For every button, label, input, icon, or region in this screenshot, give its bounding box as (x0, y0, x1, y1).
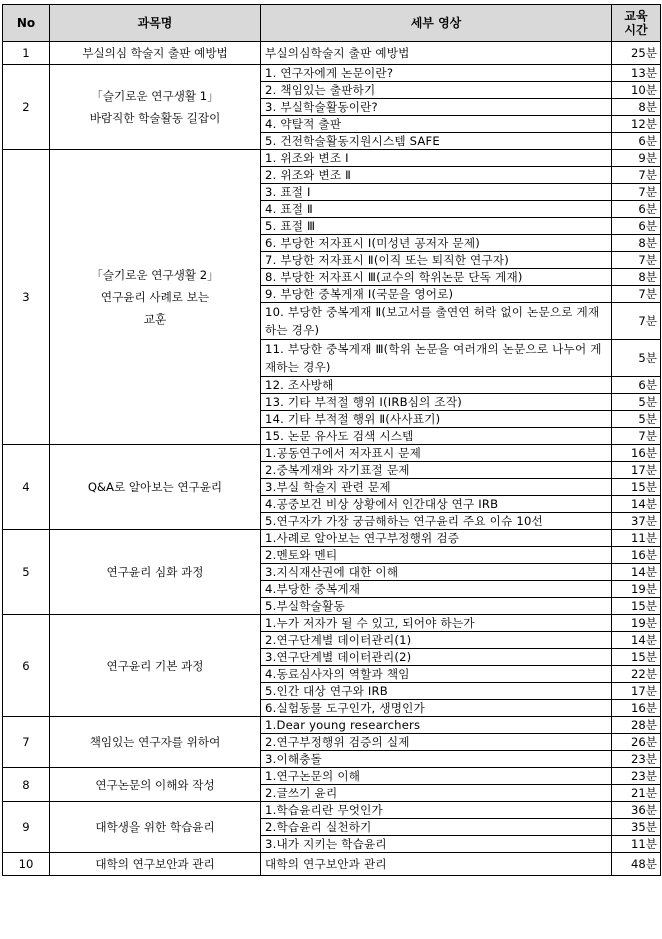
video-title: 4.부당한 중복게재 (261, 581, 612, 598)
course-name-line: 연구윤리 기본 과정 (106, 658, 204, 673)
video-duration: 23분 (612, 751, 661, 768)
video-duration: 25분 (612, 42, 661, 65)
course-name (50, 445, 261, 530)
course-number: 4 (3, 445, 50, 530)
video-title: 1.학습윤리란 무엇인가 (261, 802, 612, 819)
course-number: 5 (3, 530, 50, 615)
table-header (3, 5, 661, 42)
video-duration: 28분 (612, 717, 661, 734)
video-title: 4. 표절 Ⅱ (261, 201, 612, 218)
video-title: 1.사례로 알아보는 연구부정행위 검증 (261, 530, 612, 547)
video-title: 2.글쓰기 윤리 (261, 785, 612, 802)
video-duration: 15분 (612, 598, 661, 615)
video-title: 3.내가 지키는 학습윤리 (261, 836, 612, 853)
video-duration: 6분 (612, 218, 661, 235)
header-time-line1: 교육 (624, 9, 648, 23)
video-duration: 11분 (612, 836, 661, 853)
video-duration: 5분 (612, 340, 661, 377)
header-time (612, 5, 661, 42)
video-title: 3.지식재산권에 대한 이해 (261, 564, 612, 581)
course-name-line: 연구논문의 이해와 작성 (95, 777, 215, 792)
video-duration: 13분 (612, 65, 661, 82)
video-duration: 15분 (612, 649, 661, 666)
table-row (3, 717, 661, 734)
video-title: 2.연구부정행위 검증의 실제 (261, 734, 612, 751)
video-duration: 22분 (612, 666, 661, 683)
video-title: 1.연구논문의 이해 (261, 768, 612, 785)
video-title: 3. 표절 Ⅰ (261, 184, 612, 201)
video-duration: 36분 (612, 802, 661, 819)
video-title: 7. 부당한 저자표시 Ⅱ(이직 또는 퇴직한 연구자) (261, 252, 612, 269)
video-title: 2.학습윤리 실천하기 (261, 819, 612, 836)
course-name (50, 768, 261, 802)
course-number: 8 (3, 768, 50, 802)
video-duration: 15분 (612, 479, 661, 496)
video-duration: 21분 (612, 785, 661, 802)
video-duration: 6분 (612, 201, 661, 218)
course-name-line: 「슬기로운 연구생활 1」 (91, 89, 219, 103)
video-title: 14. 기타 부적절 행위 Ⅱ(사사표기) (261, 411, 612, 428)
video-duration: 14분 (612, 632, 661, 649)
course-number: 9 (3, 802, 50, 853)
video-duration: 7분 (612, 252, 661, 269)
course-table (2, 4, 661, 876)
video-title: 3.이해충돌 (261, 751, 612, 768)
video-title: 5. 건전학술활동지원시스템 SAFE (261, 133, 612, 150)
course-name-line: 바람직한 학술활동 길잡이 (89, 111, 221, 125)
video-duration: 8분 (612, 269, 661, 286)
header-no: No (3, 5, 50, 42)
video-duration: 7분 (612, 286, 661, 303)
video-title: 2.멘토와 멘티 (261, 547, 612, 564)
video-title: 2. 위조와 변조 Ⅱ (261, 167, 612, 184)
header-course: 과목명 (50, 5, 261, 42)
video-title: 4. 약탈적 출판 (261, 116, 612, 133)
video-title: 1.공동연구에서 저자표시 문제 (261, 445, 612, 462)
table-row (3, 42, 661, 65)
video-title: 5. 표절 Ⅲ (261, 218, 612, 235)
video-duration: 23분 (612, 768, 661, 785)
video-title: 9. 부당한 중복게재 Ⅰ(국문을 영어로) (261, 286, 612, 303)
table-row (3, 853, 661, 876)
course-name-line: 교훈 (143, 312, 167, 326)
table-body (3, 42, 661, 876)
video-title: 5.부실학술활동 (261, 598, 612, 615)
course-number: 7 (3, 717, 50, 768)
video-duration: 6분 (612, 133, 661, 150)
video-duration: 8분 (612, 99, 661, 116)
table-row (3, 530, 661, 547)
video-title: 부실의심학술지 출판 예방법 (261, 42, 612, 65)
header-video: 세부 영상 (261, 5, 612, 42)
table-row (3, 768, 661, 785)
video-duration: 7분 (612, 428, 661, 445)
video-duration: 7분 (612, 184, 661, 201)
video-duration: 9분 (612, 150, 661, 167)
video-duration: 19분 (612, 615, 661, 632)
video-duration: 14분 (612, 564, 661, 581)
table-row (3, 150, 661, 167)
video-title: 6. 부당한 저자표시 Ⅰ(미성년 공저자 문제) (261, 235, 612, 252)
video-duration: 16분 (612, 700, 661, 717)
course-number: 6 (3, 615, 50, 717)
video-title: 15. 논문 유사도 검색 시스템 (261, 428, 612, 445)
video-duration: 5분 (612, 411, 661, 428)
course-name (50, 150, 261, 445)
video-title: 8. 부당한 저자표시 Ⅲ(교수의 학위논문 단독 게재) (261, 269, 612, 286)
video-title: 12. 조사방해 (261, 377, 612, 394)
video-title: 1. 연구자에게 논문이란? (261, 65, 612, 82)
video-title: 3.연구단계별 데이터관리(2) (261, 649, 612, 666)
table-row (3, 802, 661, 819)
course-name-line: 대학생을 위한 학습윤리 (95, 820, 215, 834)
video-title: 2.중복게재와 자기표절 문제 (261, 462, 612, 479)
video-title: 3. 부실학술활동이란? (261, 99, 612, 116)
video-title: 2.연구단계별 데이터관리(1) (261, 632, 612, 649)
video-duration: 19분 (612, 581, 661, 598)
video-title: 5.연구자가 가장 궁금해하는 연구윤리 주요 이슈 10선 (261, 513, 612, 530)
video-duration: 14분 (612, 496, 661, 513)
course-name-line: 대학의 연구보안과 관리 (95, 857, 215, 871)
course-name-line: Q&A로 알아보는 연구윤리 (87, 480, 223, 494)
video-duration: 17분 (612, 462, 661, 479)
course-name-line: 「슬기로운 연구생활 2」 (91, 268, 219, 282)
course-name (50, 802, 261, 853)
header-time-line2: 시간 (624, 23, 648, 37)
video-duration: 7분 (612, 303, 661, 340)
video-duration: 5분 (612, 394, 661, 411)
video-duration: 35분 (612, 819, 661, 836)
table-row (3, 615, 661, 632)
video-duration: 6분 (612, 377, 661, 394)
course-name (50, 42, 261, 65)
course-name-line: 연구윤리 심화 과정 (106, 565, 204, 579)
video-duration: 37분 (612, 513, 661, 530)
video-duration: 12분 (612, 116, 661, 133)
video-duration: 7분 (612, 167, 661, 184)
video-duration: 11분 (612, 530, 661, 547)
video-title: 1.누가 저자가 될 수 있고, 되어야 하는가 (261, 615, 612, 632)
video-title: 3.부실 학술지 관련 문제 (261, 479, 612, 496)
course-number: 1 (3, 42, 50, 65)
video-title: 10. 부당한 중복게재 Ⅱ(보고서를 출연연 허락 없이 논문으로 게재하는 경우) (261, 303, 612, 340)
video-duration: 8분 (612, 235, 661, 252)
table-row (3, 65, 661, 82)
video-title: 2. 책임있는 출판하기 (261, 82, 612, 99)
course-name (50, 65, 261, 150)
video-title: 대학의 연구보안과 관리 (261, 853, 612, 876)
course-number: 3 (3, 150, 50, 445)
video-title: 11. 부당한 중복게재 Ⅲ(학위 논문을 여러개의 논문으로 나누어 게재하는 경우) (261, 340, 612, 377)
video-title: 4.동료심사자의 역할과 책임 (261, 666, 612, 683)
video-duration: 16분 (612, 547, 661, 564)
video-duration: 17분 (612, 683, 661, 700)
course-name (50, 615, 261, 717)
course-name-line: 연구윤리 사례로 보는 (100, 290, 210, 304)
course-number: 2 (3, 65, 50, 150)
course-name (50, 717, 261, 768)
video-title: 4.공중보건 비상 상황에서 인간대상 연구 IRB (261, 496, 612, 513)
video-title: 6.실험동물 도구인가, 생명인가 (261, 700, 612, 717)
course-number: 10 (3, 853, 50, 876)
table-row (3, 445, 661, 462)
video-duration: 16분 (612, 445, 661, 462)
video-duration: 10분 (612, 82, 661, 99)
course-name (50, 853, 261, 876)
video-title: 1. 위조와 변조 Ⅰ (261, 150, 612, 167)
course-name (50, 530, 261, 615)
video-title: 13. 기타 부적절 행위 Ⅰ(IRB심의 조작) (261, 394, 612, 411)
video-duration: 48분 (612, 853, 661, 876)
video-title: 5.인간 대상 연구와 IRB (261, 683, 612, 700)
video-duration: 26분 (612, 734, 661, 751)
course-name-line: 책임있는 연구자를 위하여 (89, 735, 221, 749)
video-title: 1.Dear young researchers (261, 717, 612, 734)
course-name-line: 부실의심 학술지 출판 예방법 (82, 46, 228, 60)
